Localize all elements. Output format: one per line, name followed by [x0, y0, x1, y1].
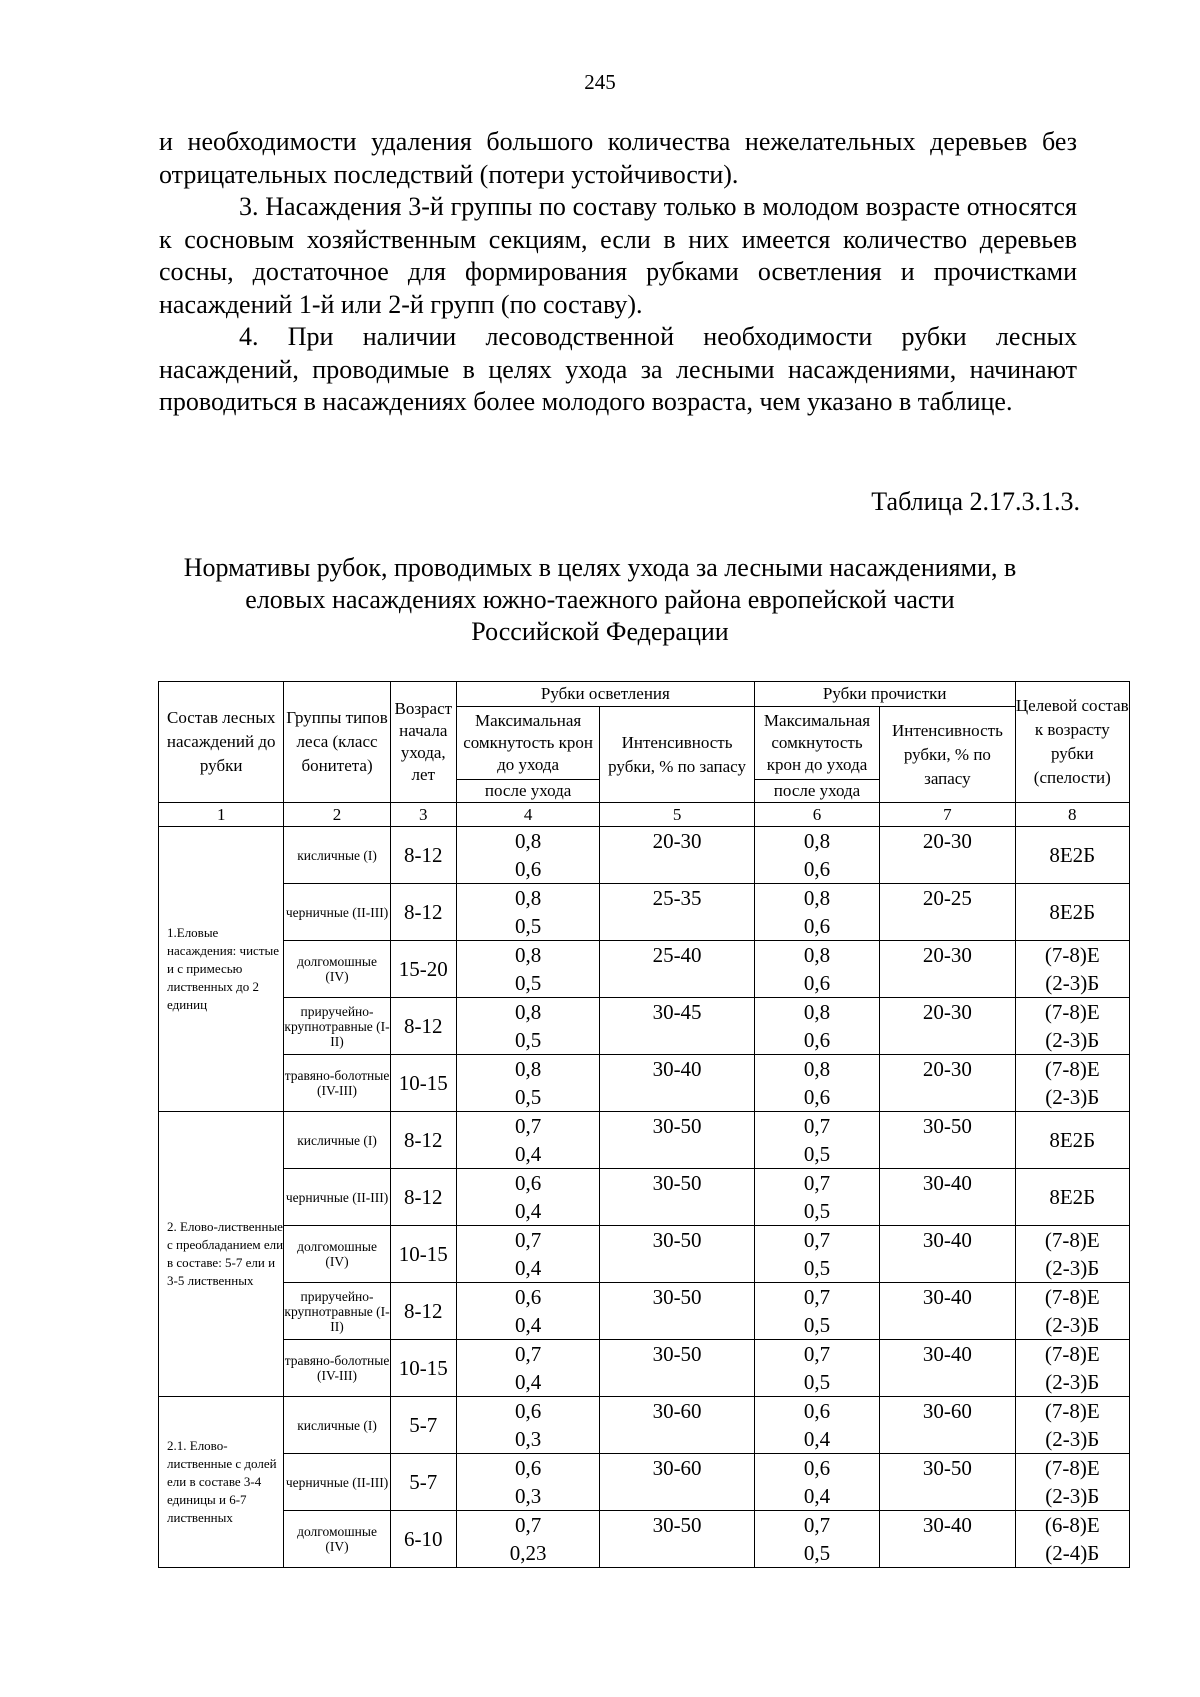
forest-type: травяно-болотные (IV-III) — [284, 1055, 390, 1112]
table-row — [159, 1454, 1130, 1511]
header-cleaning-max-density: Максимальная сомкнутость крон до ухода — [754, 707, 879, 780]
clearing-density: 0,7 0,4 — [456, 1226, 599, 1283]
paragraph-3: 4. При наличии лесоводственной необходимости рубки лесных насаждений, проводимые в целях ухода за лесными насаждениями, начинают проводиться в насаждениях более молодого возраста, чем указано в таблице. — [159, 322, 1077, 416]
cleaning-density: 0,8 0,6 — [754, 1055, 879, 1112]
cleaning-intensity: 30-40 — [880, 1340, 1015, 1397]
table-row — [159, 1226, 1130, 1283]
table-row — [159, 1169, 1130, 1226]
target-composition: (7-8)Е (2-3)Б — [1015, 1340, 1129, 1397]
column-number: 7 — [880, 803, 1015, 827]
table-row — [159, 827, 1130, 884]
header-clearing-max-density: Максимальная сомкнутость крон до ухода — [456, 707, 599, 780]
cleaning-intensity: 30-50 — [880, 1112, 1015, 1169]
clearing-intensity: 30-50 — [600, 1511, 754, 1568]
cleaning-density: 0,7 0,5 — [754, 1169, 879, 1226]
clearing-density: 0,6 0,3 — [456, 1397, 599, 1454]
forest-type: черничные (II-III) — [284, 884, 390, 941]
start-age: 5-7 — [390, 1397, 456, 1454]
clearing-intensity: 30-50 — [600, 1226, 754, 1283]
start-age: 5-7 — [390, 1454, 456, 1511]
table-title — [100, 552, 1100, 648]
cleaning-intensity: 20-30 — [880, 941, 1015, 998]
cleaning-density: 0,7 0,5 — [754, 1340, 879, 1397]
cleaning-density: 0,7 0,5 — [754, 1511, 879, 1568]
target-composition: (7-8)Е (2-3)Б — [1015, 941, 1129, 998]
paragraph-2: 3. Насаждения 3-й группы по составу только в молодом возрасте относятся к сосновым хозяйственным секциям, если в них имеется количество деревьев сосны, достаточное для формирования рубками осветления и прочистками насаждений 1-й или 2-й групп (по составу). — [159, 192, 1077, 319]
start-age: 8-12 — [390, 1283, 456, 1340]
clearing-density: 0,6 0,4 — [456, 1169, 599, 1226]
clearing-density: 0,8 0,5 — [456, 941, 599, 998]
cleaning-intensity: 30-50 — [880, 1454, 1015, 1511]
cleaning-density: 0,7 0,5 — [754, 1226, 879, 1283]
cleaning-density: 0,8 0,6 — [754, 998, 879, 1055]
column-number: 1 — [159, 803, 284, 827]
clearing-intensity: 25-35 — [600, 884, 754, 941]
table-label: Таблица 2.17.3.1.3. — [871, 487, 1080, 516]
target-composition: (7-8)Е (2-3)Б — [1015, 998, 1129, 1055]
cleaning-intensity: 20-25 — [880, 884, 1015, 941]
body-text — [159, 126, 1077, 419]
start-age: 10-15 — [390, 1226, 456, 1283]
header-composition: Состав лесных насаждений до рубки — [159, 682, 284, 803]
column-number: 8 — [1015, 803, 1129, 827]
table-row — [159, 884, 1130, 941]
header-start-age: Возраст начала ухода, лет — [390, 682, 456, 803]
table-row — [159, 1511, 1130, 1568]
table-row — [159, 998, 1130, 1055]
group-composition: 1.Еловые насаждения: чистые и с примесью лиственных до 2 единиц — [159, 827, 284, 1112]
header-forest-types: Группы типов леса (класс бонитета) — [284, 682, 390, 803]
start-age: 8-12 — [390, 884, 456, 941]
clearing-intensity: 30-50 — [600, 1169, 754, 1226]
clearing-density: 0,6 0,3 — [456, 1454, 599, 1511]
cleaning-intensity: 30-40 — [880, 1283, 1015, 1340]
cleaning-intensity: 30-40 — [880, 1169, 1015, 1226]
clearing-density: 0,8 0,6 — [456, 827, 599, 884]
clearing-density: 0,7 0,4 — [456, 1340, 599, 1397]
target-composition: (6-8)Е (2-4)Б — [1015, 1511, 1129, 1568]
target-composition: (7-8)Е (2-3)Б — [1015, 1454, 1129, 1511]
group-composition: 2.1. Елово-лиственные с долей ели в составе 3-4 единицы и 6-7 лиственных — [159, 1397, 284, 1568]
column-numbers-row — [159, 803, 1130, 827]
table-row — [159, 1112, 1130, 1169]
table-title-line-3: Российской Федерации — [471, 617, 729, 646]
forest-type: долгомошные (IV) — [284, 1511, 390, 1568]
target-composition: (7-8)Е (2-3)Б — [1015, 1397, 1129, 1454]
start-age: 8-12 — [390, 1169, 456, 1226]
table-row — [159, 1340, 1130, 1397]
clearing-density: 0,8 0,5 — [456, 998, 599, 1055]
page-number: 245 — [584, 70, 616, 94]
table-title-line-2: еловых насаждениях южно-таежного района европейской части — [245, 585, 955, 614]
cleaning-density: 0,8 0,6 — [754, 941, 879, 998]
paragraph-1: и необходимости удаления большого количества нежелательных деревьев без отрицательных последствий (потери устойчивости). — [159, 127, 1077, 189]
clearing-intensity: 30-60 — [600, 1454, 754, 1511]
start-age: 8-12 — [390, 827, 456, 884]
header-clearing: Рубки осветления — [456, 682, 754, 707]
cleaning-density: 0,8 0,6 — [754, 827, 879, 884]
cleaning-intensity: 20-30 — [880, 998, 1015, 1055]
cleaning-intensity: 30-40 — [880, 1511, 1015, 1568]
column-number: 6 — [754, 803, 879, 827]
clearing-intensity: 30-50 — [600, 1340, 754, 1397]
cleaning-intensity: 20-30 — [880, 827, 1015, 884]
start-age: 10-15 — [390, 1055, 456, 1112]
forest-type: кисличные (I) — [284, 827, 390, 884]
cleaning-density: 0,7 0,5 — [754, 1112, 879, 1169]
clearing-density: 0,7 0,4 — [456, 1112, 599, 1169]
forest-type: травяно-болотные (IV-III) — [284, 1340, 390, 1397]
table-row — [159, 1055, 1130, 1112]
header-clearing-after: после ухода — [456, 780, 599, 803]
clearing-intensity: 25-40 — [600, 941, 754, 998]
clearing-intensity: 30-45 — [600, 998, 754, 1055]
clearing-intensity: 30-40 — [600, 1055, 754, 1112]
norms-table — [158, 681, 1130, 1568]
target-composition: (7-8)Е (2-3)Б — [1015, 1226, 1129, 1283]
clearing-intensity: 30-60 — [600, 1397, 754, 1454]
target-composition: (7-8)Е (2-3)Б — [1015, 1283, 1129, 1340]
group-composition: 2. Елово-лиственные с преобладанием ели в составе: 5-7 ели и 3-5 лиственных — [159, 1112, 284, 1397]
cleaning-density: 0,6 0,4 — [754, 1454, 879, 1511]
table-title-line-1: Нормативы рубок, проводимых в целях ухода за лесными насаждениями, в — [183, 553, 1017, 582]
column-number: 4 — [456, 803, 599, 827]
header-cleaning: Рубки прочистки — [754, 682, 1015, 707]
table-row — [159, 1397, 1130, 1454]
forest-type: черничные (II-III) — [284, 1454, 390, 1511]
header-target: Целевой состав к возрасту рубки (спелости) — [1015, 682, 1129, 803]
target-composition: 8Е2Б — [1015, 827, 1129, 884]
clearing-density: 0,7 0,23 — [456, 1511, 599, 1568]
table-row — [159, 1283, 1130, 1340]
clearing-intensity: 30-50 — [600, 1283, 754, 1340]
header-clearing-intensity: Интенсивность рубки, % по запасу — [600, 707, 754, 803]
header-cleaning-after: после ухода — [754, 780, 879, 803]
start-age: 6-10 — [390, 1511, 456, 1568]
cleaning-intensity: 30-40 — [880, 1226, 1015, 1283]
forest-type: приручейно-крупнотравные (I-II) — [284, 998, 390, 1055]
table-row — [159, 941, 1130, 998]
target-composition: 8Е2Б — [1015, 1112, 1129, 1169]
forest-type: долгомошные (IV) — [284, 941, 390, 998]
clearing-density: 0,6 0,4 — [456, 1283, 599, 1340]
start-age: 10-15 — [390, 1340, 456, 1397]
forest-type: черничные (II-III) — [284, 1169, 390, 1226]
column-number: 3 — [390, 803, 456, 827]
clearing-density: 0,8 0,5 — [456, 1055, 599, 1112]
forest-type: кисличные (I) — [284, 1397, 390, 1454]
column-number: 2 — [284, 803, 390, 827]
forest-type: приручейно-крупнотравные (I-II) — [284, 1283, 390, 1340]
cleaning-density: 0,6 0,4 — [754, 1397, 879, 1454]
clearing-intensity: 20-30 — [600, 827, 754, 884]
cleaning-density: 0,7 0,5 — [754, 1283, 879, 1340]
target-composition: (7-8)Е (2-3)Б — [1015, 1055, 1129, 1112]
clearing-intensity: 30-50 — [600, 1112, 754, 1169]
start-age: 8-12 — [390, 1112, 456, 1169]
forest-type: долгомошные (IV) — [284, 1226, 390, 1283]
start-age: 8-12 — [390, 998, 456, 1055]
clearing-density: 0,8 0,5 — [456, 884, 599, 941]
cleaning-intensity: 30-60 — [880, 1397, 1015, 1454]
target-composition: 8Е2Б — [1015, 1169, 1129, 1226]
forest-type: кисличные (I) — [284, 1112, 390, 1169]
cleaning-density: 0,8 0,6 — [754, 884, 879, 941]
target-composition: 8Е2Б — [1015, 884, 1129, 941]
header-cleaning-intensity: Интенсивность рубки, % по запасу — [880, 707, 1015, 803]
cleaning-intensity: 20-30 — [880, 1055, 1015, 1112]
start-age: 15-20 — [390, 941, 456, 998]
column-number: 5 — [600, 803, 754, 827]
